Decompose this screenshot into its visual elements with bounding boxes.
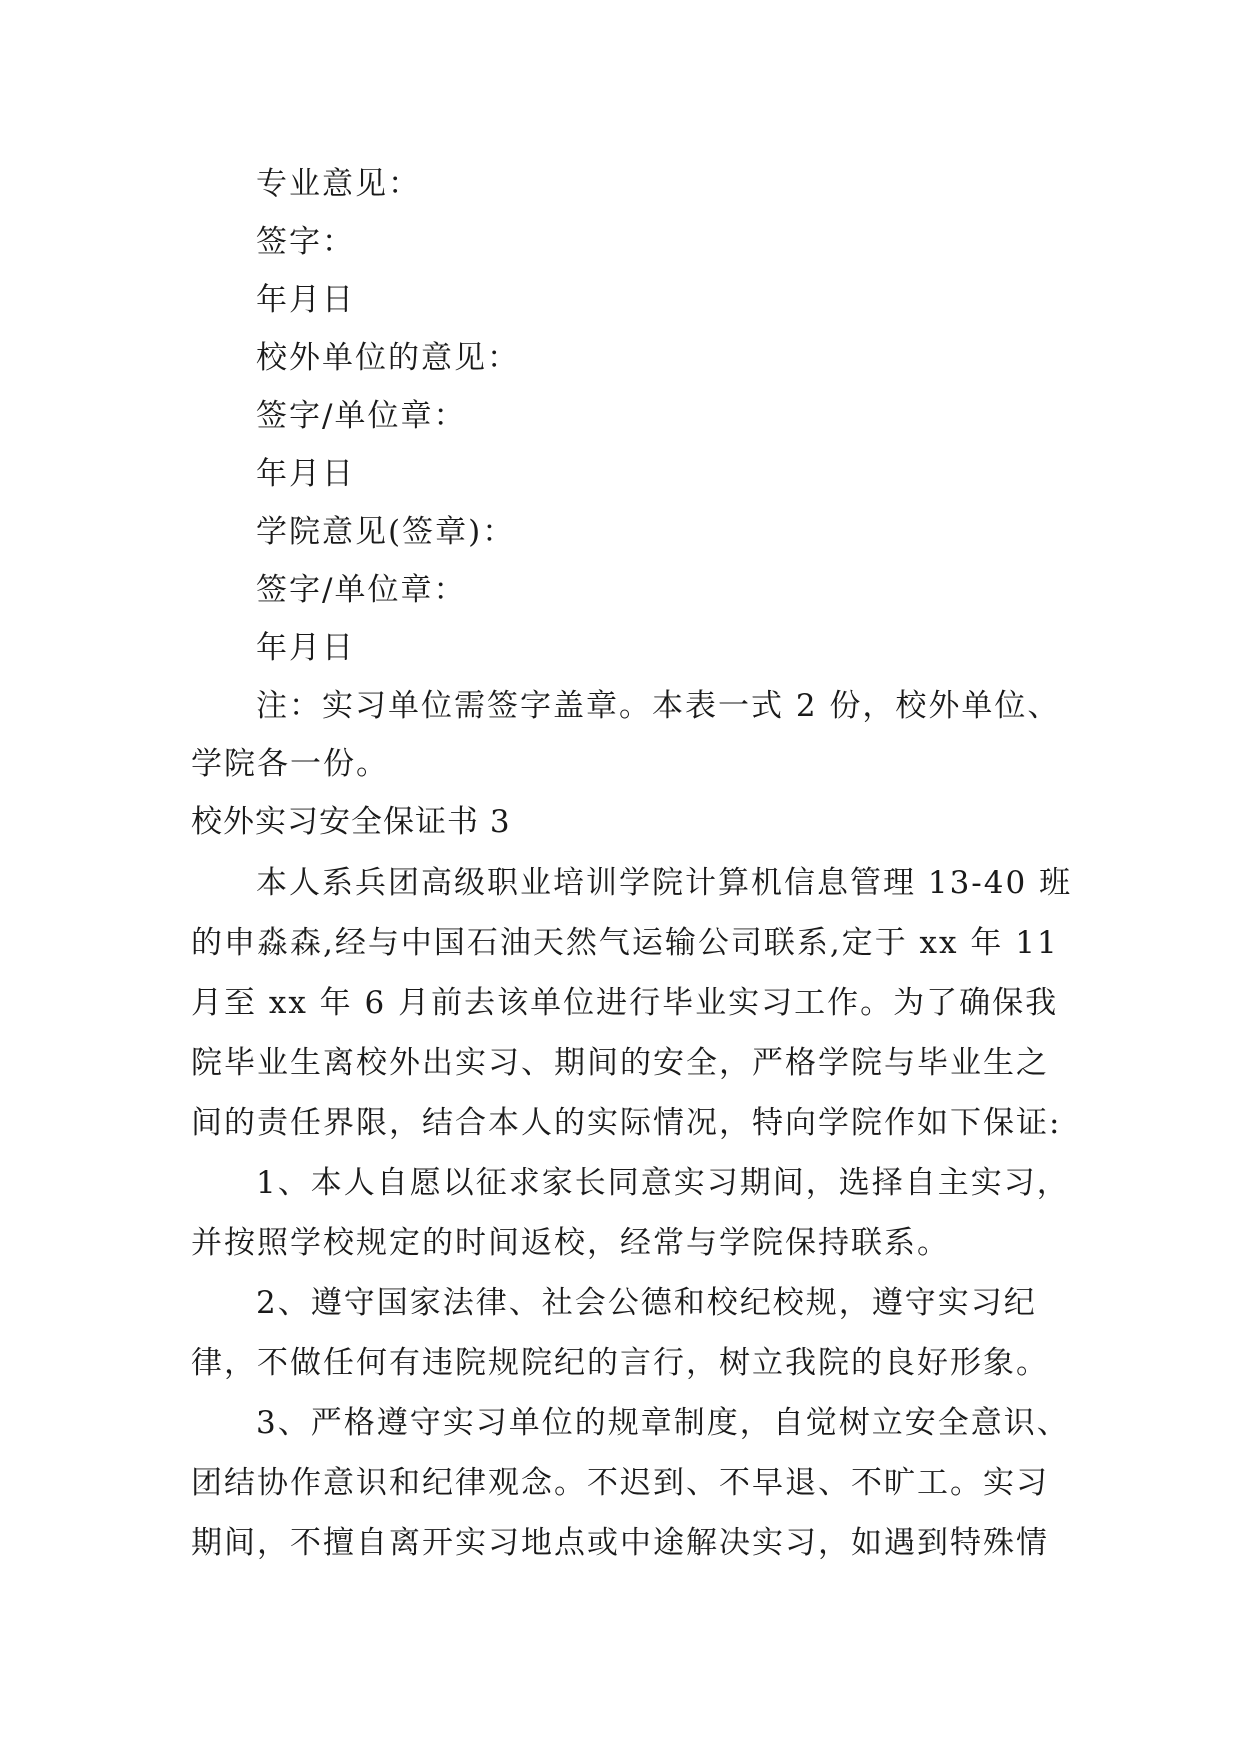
signature-unit-seal-label: 签字/单位章：: [256, 398, 467, 434]
intro-line: 的申淼森,经与中国石油天然气运输公司联系,定于 xx 年 11: [191, 925, 1059, 961]
intro-line: 间的责任界限，结合本人的实际情况，特向学院作如下保证:: [191, 1105, 1062, 1141]
date-label: 年月日: [256, 630, 355, 666]
intro-line: 月至 xx 年 6 月前去该单位进行毕业实习工作。为了确保我: [191, 985, 1059, 1021]
date-label: 年月日: [256, 456, 355, 492]
item-2-line: 2、遵守国家法律、社会公德和校纪校规，遵守实习纪: [256, 1285, 1037, 1321]
section-title: 校外实习安全保证书 3: [191, 804, 511, 840]
item-3-line: 团结协作意识和纪律观念。不迟到、不早退、不旷工。实习: [191, 1465, 1049, 1501]
major-opinion-label: 专业意见：: [256, 166, 421, 202]
intro-line: 院毕业生离校外出实习、期间的安全，严格学院与毕业生之: [191, 1045, 1049, 1081]
item-3-line: 期间，不擅自离开实习地点或中途解决实习，如遇到特殊情: [191, 1525, 1049, 1561]
note-line: 学院各一份。: [191, 746, 389, 782]
item-1-line: 并按照学校规定的时间返校，经常与学院保持联系。: [191, 1225, 950, 1261]
item-2-line: 律，不做任何有违院规院纪的言行，树立我院的良好形象。: [191, 1345, 1049, 1381]
external-unit-opinion-label: 校外单位的意见：: [256, 340, 520, 376]
note-line: 注：实习单位需签字盖章。本表一式 2 份，校外单位、: [256, 688, 1061, 724]
signature-unit-seal-label: 签字/单位章：: [256, 572, 467, 608]
intro-line: 本人系兵团高级职业培训学院计算机信息管理 13-40 班: [256, 865, 1073, 901]
college-opinion-label: 学院意见(签章)：: [256, 514, 516, 550]
signature-label: 签字：: [256, 224, 355, 260]
date-label: 年月日: [256, 282, 355, 318]
item-1-line: 1、本人自愿以征求家长同意实习期间，选择自主实习，: [256, 1165, 1070, 1201]
item-3-line: 3、严格遵守实习单位的规章制度，自觉树立安全意识、: [256, 1405, 1070, 1441]
